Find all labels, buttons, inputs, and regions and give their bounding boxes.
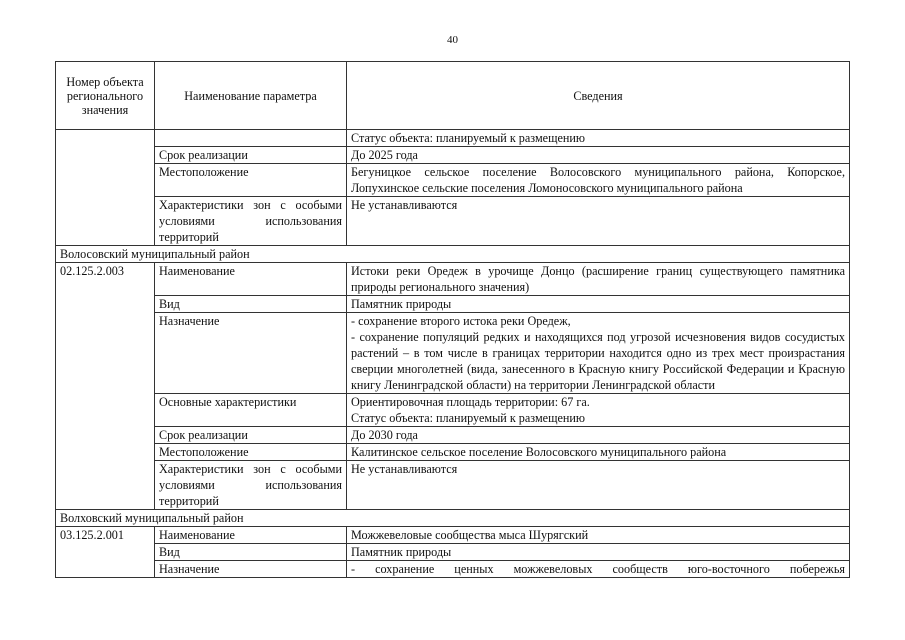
number-cell-empty <box>56 130 155 246</box>
section-row <box>56 246 850 263</box>
table-row <box>56 197 850 246</box>
param-label: Наименование <box>155 527 347 544</box>
param-label: Наименование <box>155 263 347 296</box>
table-row <box>56 394 850 427</box>
param-label: Характеристики зон с особыми условиями использования территорий <box>155 197 347 246</box>
param-value: До 2030 года <box>347 427 850 444</box>
table-row <box>56 296 850 313</box>
table-row <box>56 527 850 544</box>
param-value: Калитинское сельское поселение Волосовского муниципального района <box>347 444 850 461</box>
table-row <box>56 544 850 561</box>
object-number: 03.125.2.001 <box>56 527 155 578</box>
param-value: Истоки реки Оредеж в урочище Донцо (расширение границ существующего памятника природы регионального значения) <box>347 263 850 296</box>
section-title: Волосовский муниципальный район <box>56 246 850 263</box>
table-row <box>56 164 850 197</box>
table-row <box>56 147 850 164</box>
param-value <box>347 394 850 427</box>
header-number: Номер объекта регионального значения <box>56 62 155 130</box>
table-row <box>56 313 850 394</box>
param-label: Местоположение <box>155 164 347 197</box>
param-value: Бегуницкое сельское поселение Волосовского муниципального района, Копорское, Лопухинское сельские поселения Ломоносовского муниципального района <box>347 164 850 197</box>
param-value: - сохранение ценных можжевеловых сообществ юго-восточного побережья <box>347 561 850 578</box>
param-label: Вид <box>155 296 347 313</box>
param-value: Памятник природы <box>347 296 850 313</box>
table-row <box>56 130 850 147</box>
param-label: Назначение <box>155 561 347 578</box>
param-label: Основные характеристики <box>155 394 347 427</box>
section-row <box>56 510 850 527</box>
param-label: Срок реализации <box>155 427 347 444</box>
param-value: До 2025 года <box>347 147 850 164</box>
param-cell-empty <box>155 130 347 147</box>
table-row <box>56 444 850 461</box>
param-label: Местоположение <box>155 444 347 461</box>
header-info: Сведения <box>347 62 850 130</box>
area-line: Ориентировочная площадь территории: 67 га. <box>351 395 590 409</box>
param-label: Срок реализации <box>155 147 347 164</box>
param-value: Не устанавливаются <box>347 461 850 510</box>
table-row <box>56 263 850 296</box>
purpose-line: - сохранение второго истока реки Оредеж, <box>351 314 571 328</box>
header-parameter: Наименование параметра <box>155 62 347 130</box>
page-number: 40 <box>447 34 458 46</box>
param-value: Памятник природы <box>347 544 850 561</box>
param-value: Можжевеловые сообщества мыса Шурягский <box>347 527 850 544</box>
table-header-row <box>56 62 850 130</box>
table-row <box>56 427 850 444</box>
param-label: Вид <box>155 544 347 561</box>
table-row <box>56 461 850 510</box>
param-label: Характеристики зон с особыми условиями использования территорий <box>155 461 347 510</box>
section-title: Волховский муниципальный район <box>56 510 850 527</box>
object-number: 02.125.2.003 <box>56 263 155 510</box>
status-line: Статус объекта: планируемый к размещению <box>351 411 586 425</box>
regional-objects-table <box>55 61 850 578</box>
purpose-line: - сохранение популяций редких и находящихся под угрозой исчезновения видов сосудистых растений – в том числе в границах территории находится одно из трех мест произрастания сверции многолетней (вида, занесенного в Красную книгу Российской Федерации и Красную книгу Ленинградской области) на территории Ленинградской области <box>351 330 845 392</box>
param-label: Назначение <box>155 313 347 394</box>
status-value: Статус объекта: планируемый к размещению <box>347 130 850 147</box>
param-value: Не устанавливаются <box>347 197 850 246</box>
param-value <box>347 313 850 394</box>
table-row <box>56 561 850 578</box>
